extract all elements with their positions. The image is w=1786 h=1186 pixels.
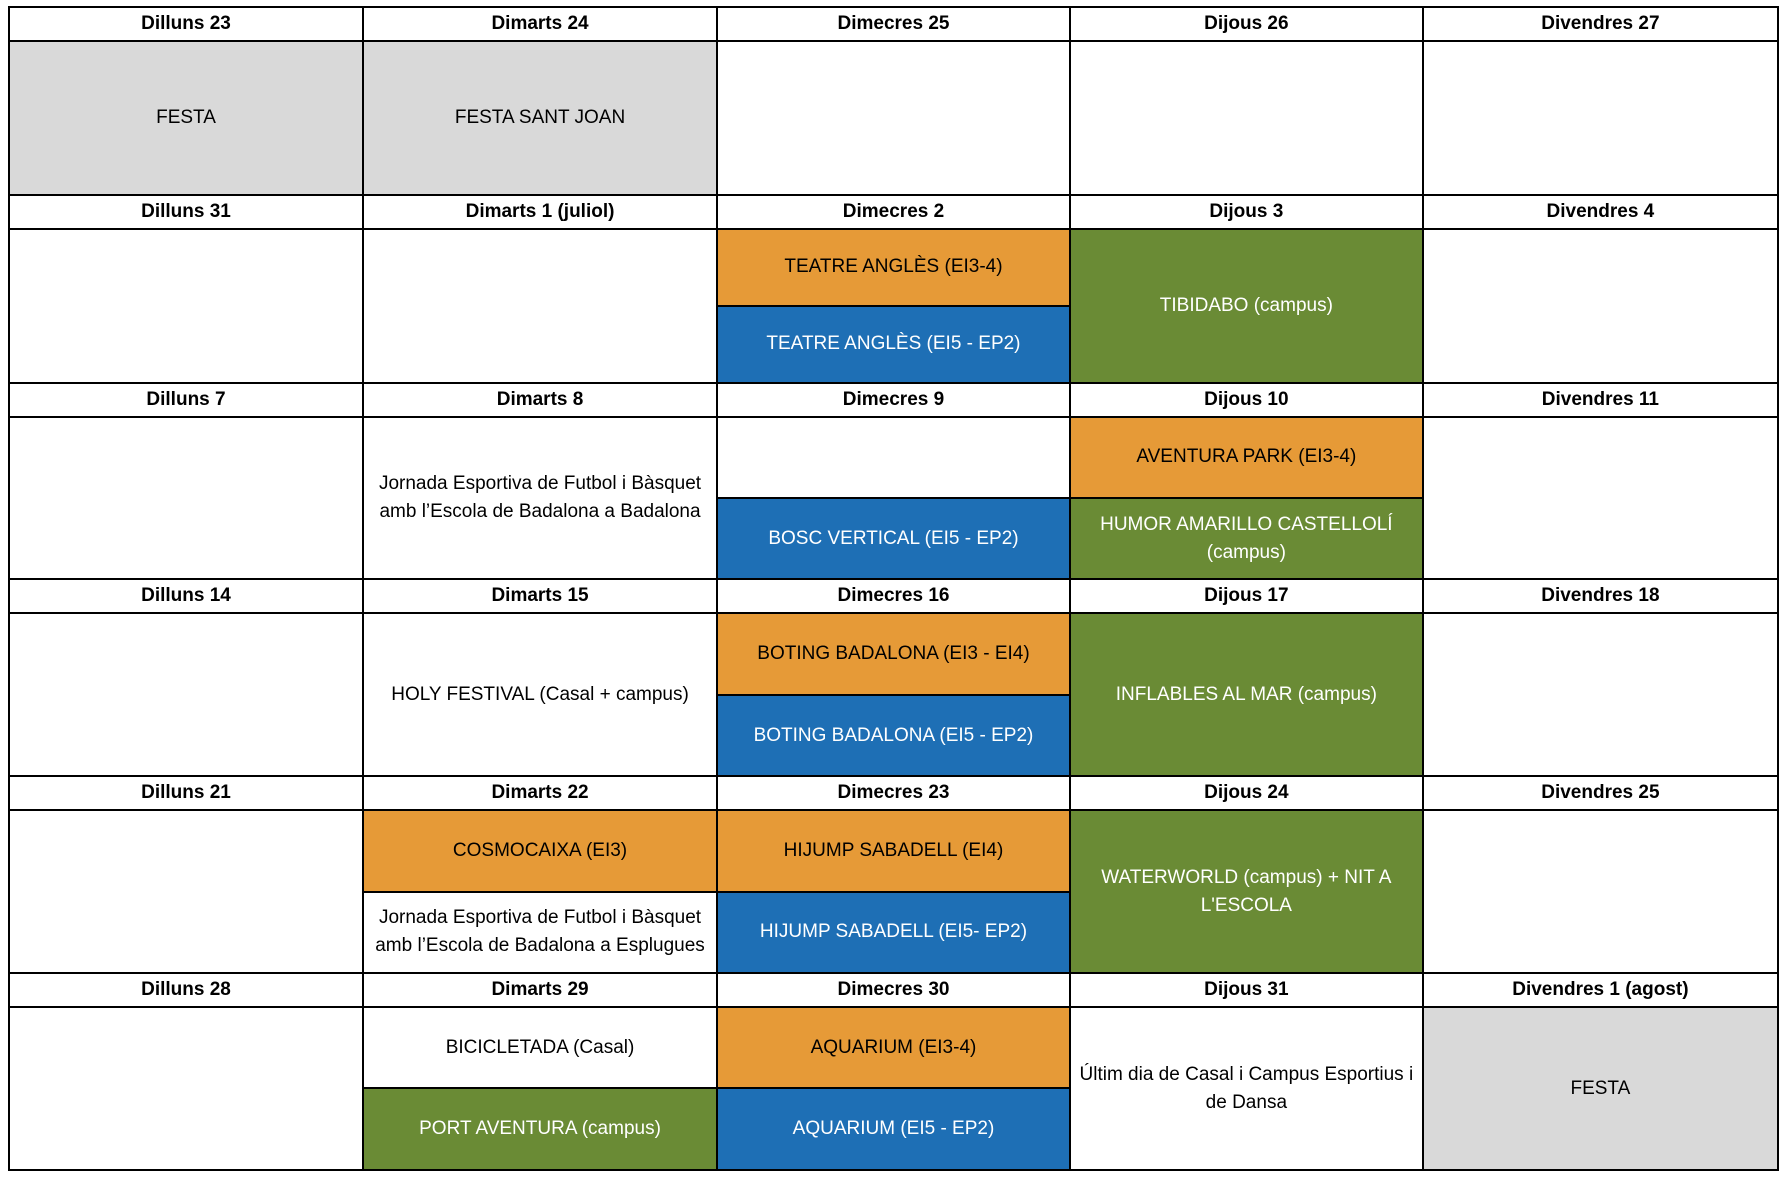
event-cell: BOTING BADALONA (EI3 - EI4): [717, 613, 1070, 694]
day-header: Dijous 24: [1070, 776, 1423, 810]
event-cell: COSMOCAIXA (EI3): [363, 810, 717, 891]
day-header: Dimecres 30: [717, 973, 1070, 1007]
day-header: Dilluns 21: [9, 776, 363, 810]
day-header: Divendres 25: [1423, 776, 1778, 810]
week-events-row: [9, 229, 1778, 306]
event-cell: HIJUMP SABADELL (EI5- EP2): [717, 892, 1070, 973]
event-cell: BOSC VERTICAL (EI5 - EP2): [717, 498, 1070, 579]
day-header: Dilluns 7: [9, 383, 363, 417]
event-cell: TEATRE ANGLÈS (EI3-4): [717, 229, 1070, 306]
event-cell: Últim dia de Casal i Campus Esportius i de Dansa: [1070, 1007, 1423, 1170]
empty-cell: [9, 810, 363, 973]
week-header-row: [9, 383, 1778, 417]
day-header: Divendres 11: [1423, 383, 1778, 417]
week-header-row: [9, 7, 1778, 41]
day-header: Divendres 27: [1423, 7, 1778, 41]
day-header: Dimecres 2: [717, 195, 1070, 229]
event-cell: FESTA SANT JOAN: [363, 41, 717, 195]
event-cell: TIBIDABO (campus): [1070, 229, 1423, 383]
day-header: Dimecres 23: [717, 776, 1070, 810]
day-header: Dimarts 29: [363, 973, 717, 1007]
event-cell: FESTA: [9, 41, 363, 195]
day-header: Dilluns 23: [9, 7, 363, 41]
day-header: Dimarts 24: [363, 7, 717, 41]
event-cell: BICICLETADA (Casal): [363, 1007, 717, 1088]
event-cell: HIJUMP SABADELL (EI4): [717, 810, 1070, 891]
day-header: Divendres 18: [1423, 579, 1778, 613]
day-header: Dimecres 9: [717, 383, 1070, 417]
day-header: Dijous 31: [1070, 973, 1423, 1007]
empty-cell: [717, 417, 1070, 498]
day-header: Dijous 3: [1070, 195, 1423, 229]
day-header: Divendres 4: [1423, 195, 1778, 229]
day-header: Dimarts 22: [363, 776, 717, 810]
event-cell: TEATRE ANGLÈS (EI5 - EP2): [717, 306, 1070, 383]
empty-cell: [1070, 41, 1423, 195]
week-header-row: [9, 579, 1778, 613]
week-events-row: [9, 41, 1778, 118]
day-header: Dijous 10: [1070, 383, 1423, 417]
empty-cell: [9, 1007, 363, 1170]
day-header: Dimecres 25: [717, 7, 1070, 41]
empty-cell: [9, 417, 363, 580]
event-cell: AQUARIUM (EI5 - EP2): [717, 1088, 1070, 1170]
event-cell: PORT AVENTURA (campus): [363, 1088, 717, 1170]
week-header-row: [9, 195, 1778, 229]
empty-cell: [9, 229, 363, 383]
event-cell: HOLY FESTIVAL (Casal + campus): [363, 613, 717, 776]
day-header: Dijous 17: [1070, 579, 1423, 613]
activity-calendar: [8, 6, 1779, 1171]
empty-cell: [363, 229, 717, 383]
event-cell: HUMOR AMARILLO CASTELLOLÍ (campus): [1070, 498, 1423, 579]
empty-cell: [1423, 613, 1778, 776]
empty-cell: [1423, 229, 1778, 383]
event-cell: Jornada Esportiva de Futbol i Bàsquet amb l’Escola de Badalona a Esplugues: [363, 892, 717, 973]
event-cell: BOTING BADALONA (EI5 - EP2): [717, 695, 1070, 776]
empty-cell: [717, 41, 1070, 195]
empty-cell: [1423, 810, 1778, 973]
event-cell: Jornada Esportiva de Futbol i Bàsquet amb l’Escola de Badalona a Badalona: [363, 417, 717, 580]
week-events-row: [9, 1007, 1778, 1088]
week-events-row: [9, 810, 1778, 891]
day-header: Dimarts 1 (juliol): [363, 195, 717, 229]
day-header: Dilluns 28: [9, 973, 363, 1007]
day-header: Dimarts 15: [363, 579, 717, 613]
empty-cell: [1423, 41, 1778, 195]
empty-cell: [9, 613, 363, 776]
day-header: Divendres 1 (agost): [1423, 973, 1778, 1007]
event-cell: INFLABLES AL MAR (campus): [1070, 613, 1423, 776]
event-cell: WATERWORLD (campus) + NIT A L'ESCOLA: [1070, 810, 1423, 973]
week-events-row: [9, 613, 1778, 694]
empty-cell: [1423, 417, 1778, 580]
event-cell: FESTA: [1423, 1007, 1778, 1170]
day-header: Dimecres 16: [717, 579, 1070, 613]
event-cell: AVENTURA PARK (EI3-4): [1070, 417, 1423, 498]
week-header-row: [9, 973, 1778, 1007]
day-header: Dijous 26: [1070, 7, 1423, 41]
day-header: Dilluns 31: [9, 195, 363, 229]
week-events-row: [9, 417, 1778, 498]
week-header-row: [9, 776, 1778, 810]
event-cell: AQUARIUM (EI3-4): [717, 1007, 1070, 1088]
day-header: Dilluns 14: [9, 579, 363, 613]
day-header: Dimarts 8: [363, 383, 717, 417]
